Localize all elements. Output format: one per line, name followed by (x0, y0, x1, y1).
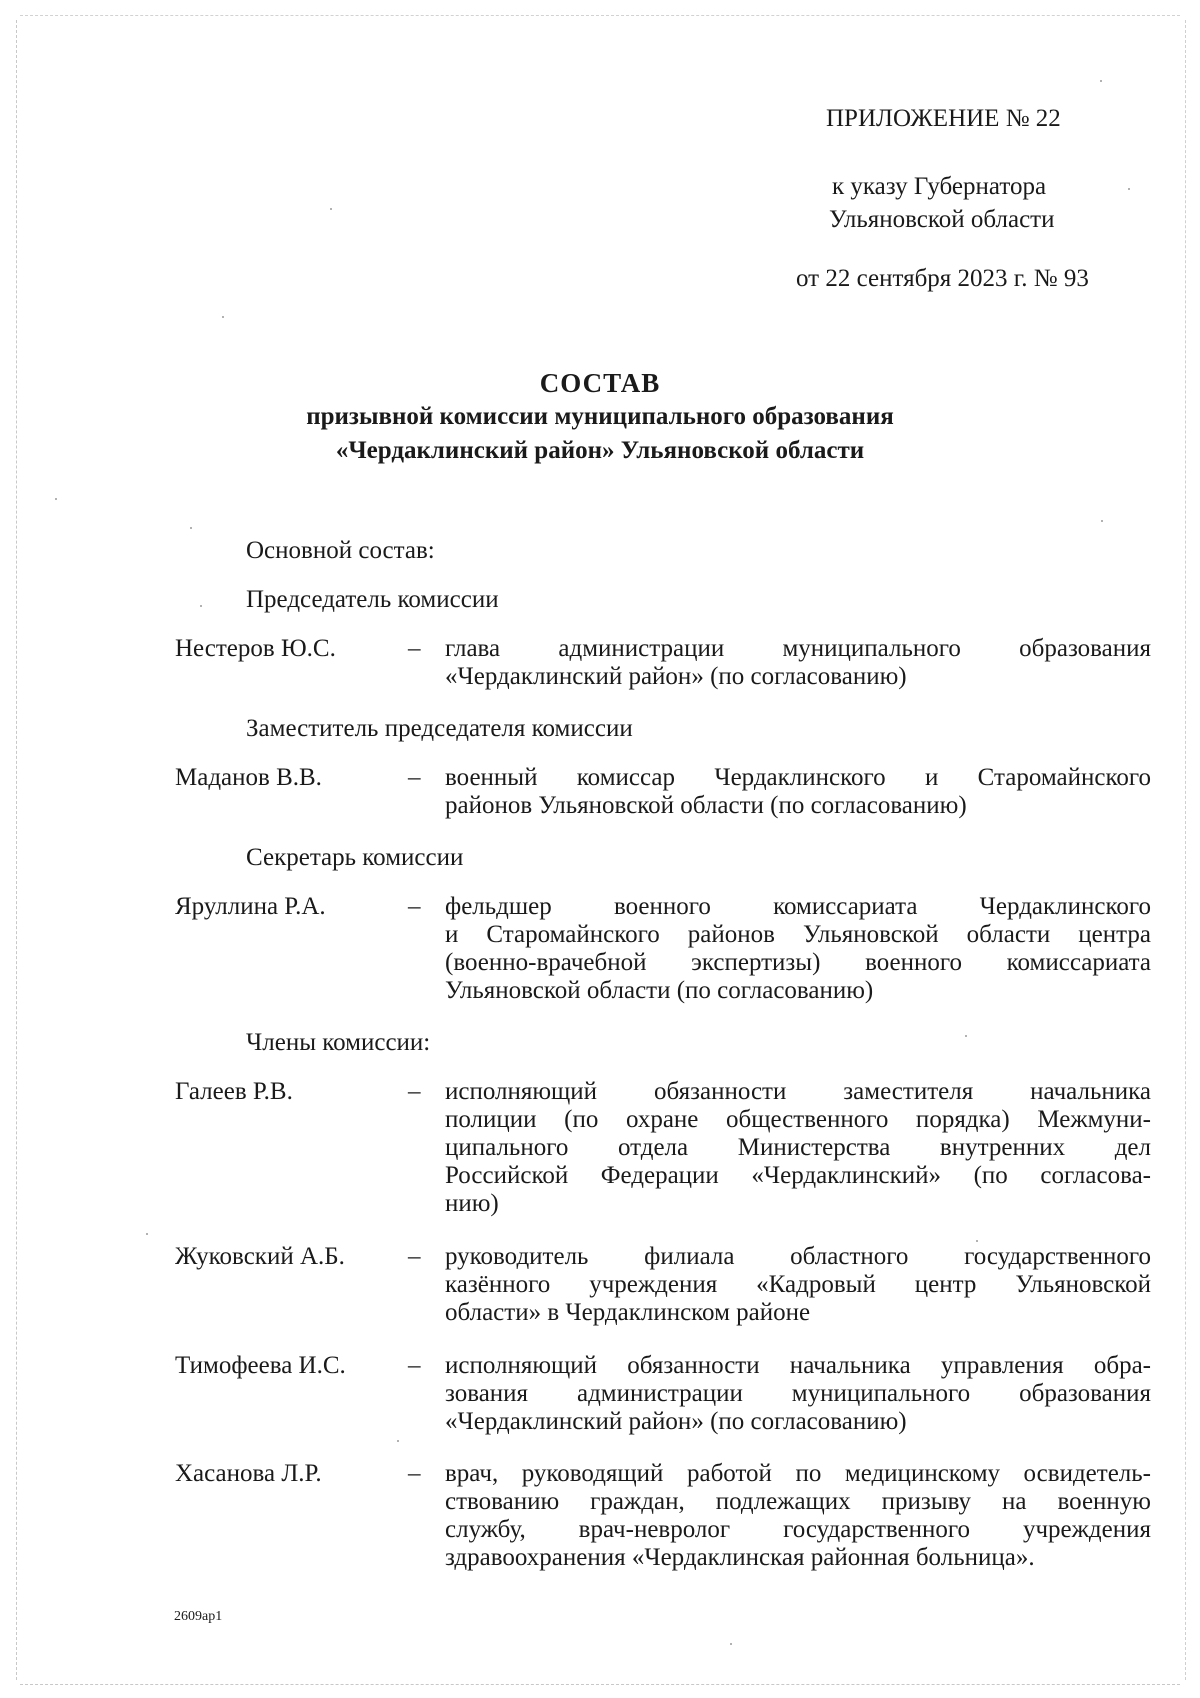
member-name: Яруллина Р.А. (175, 893, 326, 920)
member-name: Маданов В.В. (175, 764, 322, 791)
position-line: «Чердаклинский район» (по согласованию) (445, 663, 907, 690)
title-line-1: призывной комиссии муниципального образования (306, 403, 894, 430)
title-main: СОСТАВ (539, 368, 661, 398)
member-name: Хасанова Л.Р. (175, 1460, 322, 1487)
member-dash: – (408, 764, 421, 791)
position-line: фельдшер военного комиссариата Чердаклинского (445, 893, 1151, 920)
member-dash: – (408, 1243, 421, 1270)
position-line: врач, руководящий работой по медицинскому освидетель- (445, 1460, 1151, 1487)
scan-speck (146, 1233, 148, 1235)
section-secretary: Секретарь комиссии (246, 844, 464, 871)
scan-speck (730, 1643, 732, 1645)
member-dash: – (408, 1460, 421, 1487)
member-dash: – (408, 893, 421, 920)
document-title (230, 366, 970, 468)
section-members: Члены комиссии: (246, 1029, 431, 1056)
title-line-2: «Чердаклинский район» Ульяновской области (335, 437, 865, 464)
member-position (445, 893, 1151, 1005)
member-position (445, 1078, 1151, 1218)
scan-speck (397, 1440, 399, 1442)
position-line: полиции (по охране общественного порядка) Межмуни- (445, 1106, 1151, 1133)
member-position (445, 1243, 1151, 1327)
position-line: руководитель филиала областного государственного (445, 1243, 1151, 1270)
position-line: Ульяновской области (по согласованию) (445, 977, 874, 1004)
position-line: районов Ульяновской области (по согласованию) (445, 792, 967, 819)
position-line: нию) (445, 1190, 499, 1217)
position-line: области» в Чердаклинском районе (445, 1299, 811, 1326)
position-line: зования администрации муниципального образования (445, 1380, 1151, 1407)
position-line: ципального отдела Министерства внутренних дел (445, 1134, 1151, 1161)
scan-speck (200, 605, 202, 607)
position-line: службу, врач-невролог государственного учреждения (445, 1516, 1151, 1543)
position-line: исполняющий обязанности заместителя начальника (445, 1078, 1151, 1105)
scan-speck (1101, 520, 1103, 522)
scan-speck (190, 527, 192, 529)
position-line: исполняющий обязанности начальника управления обра- (445, 1352, 1151, 1379)
document-code: 2609ар1 (174, 1609, 223, 1624)
scan-speck (330, 208, 332, 210)
appendix-number: ПРИЛОЖЕНИЕ № 22 (826, 105, 1061, 132)
scan-speck (976, 1240, 978, 1242)
position-line: глава администрации муниципального образования (445, 635, 1151, 662)
position-line: военный комиссар Чердаклинского и Старомайнского (445, 764, 1151, 791)
member-dash: – (408, 635, 421, 662)
member-name: Тимофеева И.С. (175, 1352, 346, 1379)
scan-edge-left (16, 20, 17, 1680)
position-line: «Чердаклинский район» (по согласованию) (445, 1408, 907, 1435)
appendix-decree-line-1: к указу Губернатора (832, 173, 1047, 200)
position-line: (военно-врачебной экспертизы) военного комиссариата (445, 949, 1151, 976)
position-line: и Старомайнского районов Ульяновской области центра (445, 921, 1151, 948)
scan-speck (222, 316, 224, 318)
member-dash: – (408, 1078, 421, 1105)
member-position (445, 1352, 1151, 1436)
appendix-decree-date: от 22 сентября 2023 г. № 93 (796, 265, 1089, 292)
section-main-composition: Основной состав: (246, 537, 435, 564)
position-line: Российской Федерации «Чердаклинский» (по согласова- (445, 1162, 1151, 1189)
scan-edge-right (1185, 20, 1186, 1680)
member-position (445, 635, 1151, 691)
scan-edge-top (20, 15, 1180, 16)
member-name: Нестеров Ю.С. (175, 635, 336, 662)
scan-speck (1100, 80, 1102, 82)
scan-edge-bottom (20, 1684, 1180, 1685)
member-position (445, 1460, 1151, 1572)
member-position (445, 764, 1151, 820)
appendix-decree-line-2: Ульяновской области (829, 206, 1055, 233)
scan-speck (55, 498, 57, 500)
scan-speck (1128, 188, 1130, 190)
position-line: ствованию граждан, подлежащих призыву на военную (445, 1488, 1151, 1515)
section-chairman: Председатель комиссии (246, 586, 499, 613)
position-line: казённого учреждения «Кадровый центр Ульяновской (445, 1271, 1151, 1298)
scan-speck (965, 1035, 967, 1037)
member-name: Галеев Р.В. (175, 1078, 293, 1105)
section-deputy-chairman: Заместитель председателя комиссии (246, 715, 633, 742)
member-dash: – (408, 1352, 421, 1379)
position-line: здравоохранения «Чердаклинская районная больница». (445, 1544, 1035, 1571)
member-name: Жуковский А.Б. (175, 1243, 345, 1270)
